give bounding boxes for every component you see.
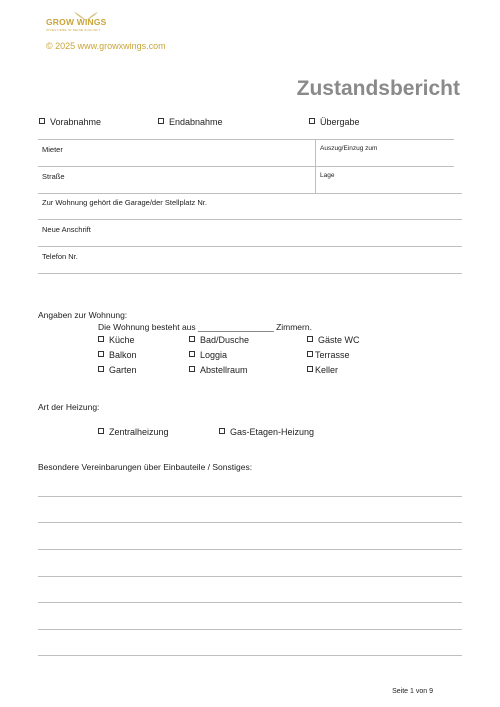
checkbox[interactable] [98, 351, 104, 357]
option-bad-dusche[interactable]: Bad/Dusche [189, 335, 249, 345]
logo-tagline: INVESTIERE IN DEINE ZUKUNFT [46, 28, 101, 32]
option-abstellraum[interactable]: Abstellraum [189, 365, 248, 375]
page-title: Zustandsbericht [296, 77, 460, 100]
column-divider [315, 139, 316, 193]
option-loggia[interactable]: Loggia [189, 350, 227, 360]
checkbox[interactable] [309, 118, 315, 124]
option-vorabnahme[interactable]: Vorabnahme [39, 117, 101, 127]
checkbox[interactable] [189, 336, 195, 342]
section-heading-vereinbarungen: Besondere Vereinbarungen über Einbauteile / Sonstiges: [38, 462, 253, 472]
writing-line[interactable] [38, 496, 462, 497]
rooms-line: Die Wohnung besteht aus ________________ Zimmern. [98, 322, 312, 332]
option-keller[interactable]: Keller [307, 365, 338, 375]
company-logo [46, 11, 126, 33]
copyright-text: © 2025 www.growxwings.com [46, 41, 166, 51]
section-heading-wohnung: Angaben zur Wohnung: [38, 310, 128, 320]
divider [38, 246, 462, 247]
writing-line[interactable] [38, 576, 462, 577]
option-garten[interactable]: Garten [98, 365, 137, 375]
checkbox[interactable] [219, 428, 225, 434]
rooms-blank[interactable]: ________________ [198, 322, 274, 332]
checkbox[interactable] [189, 366, 195, 372]
checkbox[interactable] [307, 336, 313, 342]
field-garage[interactable]: Zur Wohnung gehört die Garage/der Stellplatz Nr. [42, 198, 207, 207]
field-auszug-einzug[interactable]: Auszug/Einzug zum [320, 145, 378, 152]
divider [38, 166, 454, 167]
checkbox[interactable] [158, 118, 164, 124]
option-terrasse[interactable]: Terrasse [307, 350, 350, 360]
field-neue-anschrift[interactable]: Neue Anschrift [42, 225, 91, 234]
checkbox[interactable] [98, 336, 104, 342]
checkbox[interactable] [307, 366, 313, 372]
checkbox[interactable] [98, 428, 104, 434]
field-telefon[interactable]: Telefon Nr. [42, 252, 78, 261]
writing-line[interactable] [38, 522, 462, 523]
checkbox[interactable] [189, 351, 195, 357]
option-kueche[interactable]: Küche [98, 335, 135, 345]
writing-line[interactable] [38, 629, 462, 630]
option-uebergabe[interactable]: Übergabe [309, 117, 360, 127]
divider [38, 219, 462, 220]
writing-line[interactable] [38, 602, 462, 603]
checkbox[interactable] [307, 351, 313, 357]
checkbox[interactable] [98, 366, 104, 372]
option-gas-etagen-heizung[interactable]: Gas-Etagen-Heizung [219, 427, 314, 437]
page-number: Seite 1 von 9 [392, 688, 433, 695]
field-strasse[interactable]: Straße [42, 172, 65, 181]
option-zentralheizung[interactable]: Zentralheizung [98, 427, 169, 437]
option-endabnahme[interactable]: Endabnahme [158, 117, 223, 127]
writing-line[interactable] [38, 549, 462, 550]
field-lage[interactable]: Lage [320, 172, 335, 179]
divider [38, 139, 454, 140]
writing-line[interactable] [38, 655, 462, 656]
divider [38, 273, 462, 274]
field-mieter[interactable]: Mieter [42, 145, 63, 154]
option-gaeste-wc[interactable]: Gäste WC [307, 335, 360, 345]
logo-wordmark: GROW WINGS [46, 17, 107, 27]
divider [38, 193, 462, 194]
option-balkon[interactable]: Balkon [98, 350, 137, 360]
checkbox[interactable] [39, 118, 45, 124]
section-heading-heizung: Art der Heizung: [38, 402, 100, 412]
